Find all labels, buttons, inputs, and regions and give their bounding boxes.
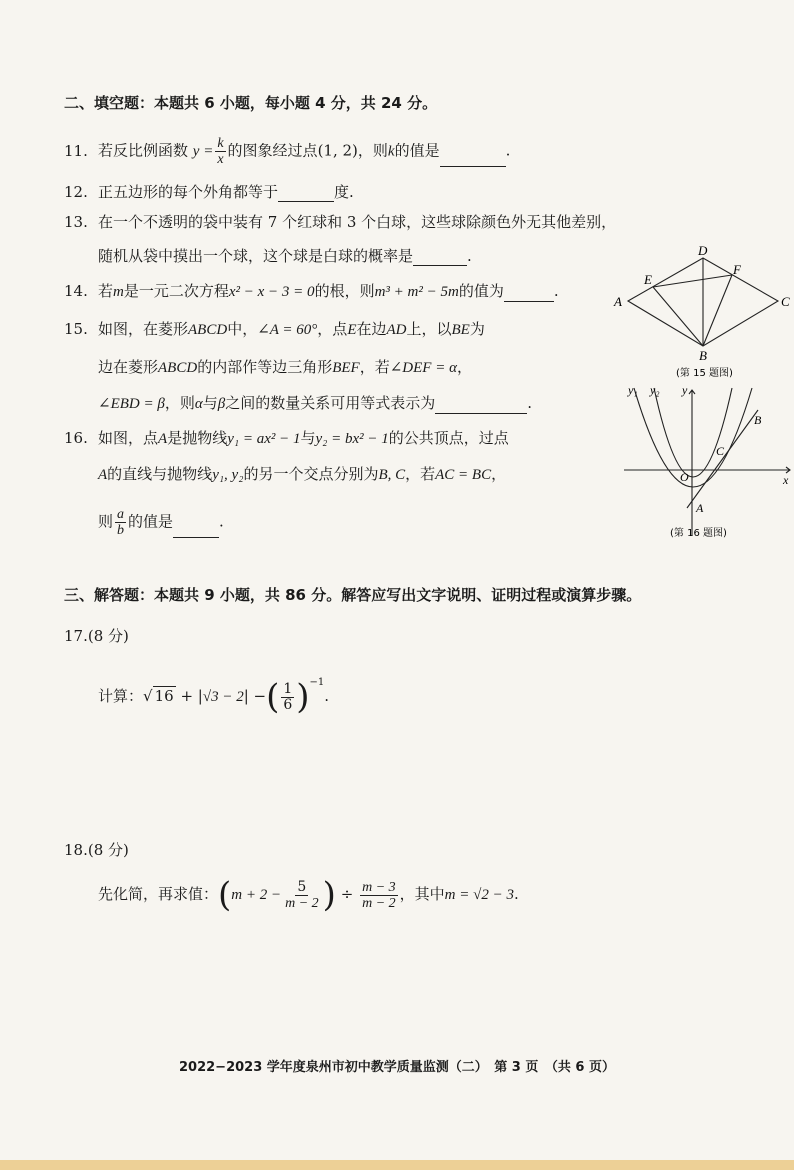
answer-blank-14[interactable] [504,285,554,302]
answer-blank-15[interactable] [435,397,527,414]
answer-blank-16[interactable] [173,521,219,538]
section-2-heading: 二、填空题：本题共 6 小题，每小题 4 分，共 24 分。 [64,94,438,112]
label-y2: y₂ [650,383,660,397]
section-3-heading: 三、解答题：本题共 9 小题，共 86 分。解答应写出文字说明、证明过程或演算步骤。 [64,586,642,604]
parabola-y1 [634,388,752,487]
figure-15-caption: (第 15 题图) [676,368,733,379]
question-15-line-2: 边在菱形ABCD的内部作等边三角形BEF，若∠DEF = α， [98,358,472,376]
question-12: 12. 正五边形的每个外角都等于 度. [64,183,354,201]
question-11: 11. 若反比例函数 y = $\frac{k}{x}$ 的图象经过点(1, 2)，则k的值是 . [64,136,511,167]
fraction-m-minus-3-over-m-minus-2: $\frac{m - 3}{m - 2}$ [362,879,396,911]
segment-be [653,287,703,346]
answer-blank-11[interactable] [440,150,506,167]
figure-15-rhombus [606,244,794,380]
question-15-line-1: 15. 如图，在菱形ABCD中，∠A = 60°，点E在边AD上，以BE为 [64,320,485,338]
label-c: C [781,294,790,309]
fraction-1-over-6: $\frac{1}{6}$ [283,680,293,713]
question-16-line-1: 16. 如图，点A是抛物线y₁ = ax² − 1与y₂ = bx² − 1的公共顶点，过点 [64,429,509,447]
label-o: O [680,470,689,484]
label-b: B [754,413,762,427]
page-footer: 2022−2023 学年度泉州市初中教学质量监测（二） 第 3 页 （共 6 页） [179,1060,615,1075]
question-18-expression: 先化简，再求值：(m + 2 − $\frac{5}{m - 2}$ ) ÷ $\frac{m - 3}{m - 2}$ ，其中m = √2 − 3. [98,875,519,915]
label-y: y [682,383,688,397]
fraction-k-over-x: $\frac{k}{x}$ [217,136,224,167]
answer-blank-13[interactable] [413,249,467,266]
page-edge-strip [0,1160,794,1170]
label-x: x [783,473,789,487]
question-17-header: 17.(8 分) [64,627,129,645]
question-15-line-3: ∠EBD = β，则α与β之间的数量关系可用等式表示为 . [98,394,533,412]
label-a: A [696,501,704,515]
question-16-line-3: 则 $\frac{a}{b}$ 的值是 . [98,507,224,538]
question-17-expression: 计算：√ 16 + |√3 − 2| −( $\frac{1}{6}$ )$^{-1}$. [98,677,330,717]
question-13-line-1: 13. 在一个不透明的袋中装有 7 个红球和 3 个白球，这些球除颜色外无其他差别， [64,213,617,231]
label-y1: y₁ [628,383,638,397]
label-a: A [614,294,622,309]
label-f: F [733,262,741,277]
figure-16-parabolas [620,380,794,542]
answer-blank-12[interactable] [278,185,334,202]
question-18-header: 18.(8 分) [64,841,129,859]
fraction-5-over-m-minus-2: $\frac{5}{m - 2}$ [285,878,319,911]
question-14: 14. 若m是一元二次方程x² − x − 3 = 0的根，则m³ + m² − 5m的值为 . [64,282,559,300]
label-c: C [716,444,725,458]
label-d: D [698,244,708,258]
label-b: B [699,348,707,363]
figure-16-caption: (第 16 题图) [670,528,727,539]
label-e: E [644,272,652,287]
question-16-line-2: A的直线与抛物线y₁, y₂的另一个交点分别为B, C，若AC = BC， [98,465,507,483]
segment-bf [703,275,732,346]
parabola-y2 [654,388,732,477]
fraction-a-over-b: $\frac{a}{b}$ [117,507,125,538]
question-13-line-2: 随机从袋中摸出一个球，这个球是白球的概率是 . [98,247,472,265]
segment-ef [653,275,732,287]
